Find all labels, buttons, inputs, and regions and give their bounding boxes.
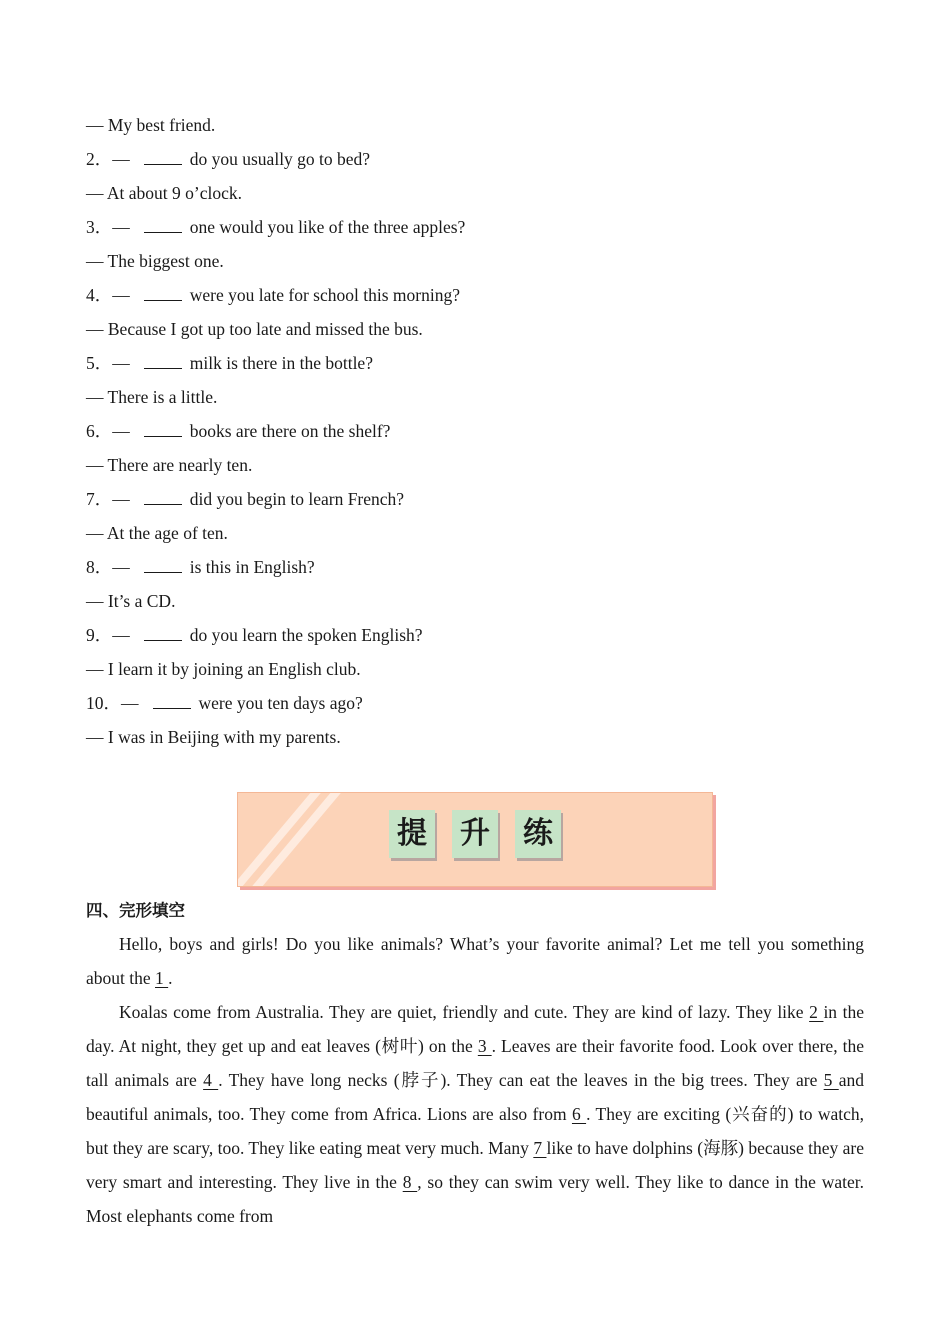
answer-line: — It’s a CD. [86,591,176,611]
question-number: 7． [86,489,113,509]
passage-paragraph [86,995,864,1233]
qa-list [86,108,864,754]
passage-text: . They are exciting (兴奋的) to watch, but they are scary, too. They like eating meat very much. Many [86,1104,864,1158]
banner-char: 提 [389,810,435,858]
answer-blank[interactable] [144,146,182,165]
cloze-passage [86,927,864,1233]
question-text: were you ten days ago? [198,693,363,713]
dash: — [121,693,139,713]
question-line [86,210,864,244]
question-number: 5． [86,353,113,373]
banner-char: 升 [452,810,498,858]
answer-blank[interactable] [144,554,182,573]
question-line [86,686,864,720]
answer-line: — There are nearly ten. [86,455,253,475]
question-number: 2． [86,149,113,169]
passage-text: . [168,968,173,988]
answer-blank[interactable] [144,486,182,505]
answer-blank[interactable] [144,282,182,301]
answer-blank[interactable] [144,214,182,233]
answer-line: — I was in Beijing with my parents. [86,727,341,747]
question-line [86,618,864,652]
answer-line: — There is a little. [86,387,218,407]
question-text: do you usually go to bed? [189,149,371,169]
question-text: milk is there in the bottle? [189,353,373,373]
question-number: 10． [86,693,121,713]
question-line [86,346,864,380]
question-line [86,482,864,516]
question-number: 8． [86,557,113,577]
section-banner [237,792,713,887]
cloze-gap[interactable]: 2 [809,1002,824,1022]
dash: — [112,421,130,441]
cloze-gap[interactable]: 6 [571,1104,587,1124]
question-number: 6． [86,421,113,441]
dash: — [112,149,130,169]
answer-blank[interactable] [144,622,182,641]
dash: — [112,353,130,373]
answer-line: — At about 9 o’clock. [86,183,243,203]
question-line [86,550,864,584]
passage-text: in the day. At night, they get up and eat leaves (树叶) on the [86,1002,864,1056]
answer-line: — Because I got up too late and missed the bus. [86,319,423,339]
answer-line: — My best friend. [86,115,216,135]
question-text: do you learn the spoken English? [189,625,423,645]
question-number: 9． [86,625,113,645]
question-text: books are there on the shelf? [189,421,391,441]
dash: — [112,625,130,645]
cloze-gap[interactable]: 3 [477,1036,492,1056]
question-number: 3． [86,217,113,237]
answer-blank[interactable] [144,418,182,437]
cloze-gap[interactable]: 7 [533,1138,547,1158]
passage-text: and beautiful animals, too. They come from Africa. Lions are also from [86,1070,865,1124]
passage-text: Koalas come from Australia. They are quiet, friendly and cute. They are kind of lazy. They like [119,1002,810,1022]
passage-text: like to have dolphins (海豚) because they are very smart and interesting. They live in the [86,1138,865,1192]
passage-paragraph [86,927,864,995]
passage-text: . They have long necks (脖子). They can eat the leaves in the big trees. They are [218,1070,824,1090]
question-line [86,278,864,312]
question-text: one would you like of the three apples? [189,217,466,237]
dash: — [112,489,130,509]
answer-blank[interactable] [144,350,182,369]
question-text: did you begin to learn French? [189,489,405,509]
dash: — [112,285,130,305]
cloze-gap[interactable]: 1 [155,968,169,988]
cloze-gap[interactable]: 5 [823,1070,839,1090]
banner-char: 练 [515,810,561,858]
question-line [86,414,864,448]
question-number: 4． [86,285,113,305]
dash: — [112,217,130,237]
answer-line: — At the age of ten. [86,523,228,543]
passage-text: , so they can swim very well. They like to dance in the water. Most elephants come from [86,1172,864,1226]
cloze-gap[interactable]: 4 [203,1070,219,1090]
dash: — [112,557,130,577]
answer-blank[interactable] [153,690,191,709]
question-text: is this in English? [189,557,315,577]
section-title: 四、完形填空 [86,901,185,920]
question-line [86,142,864,176]
answer-line: — I learn it by joining an English club. [86,659,361,679]
question-text: were you late for school this morning? [189,285,460,305]
passage-text: . Leaves are their favorite food. Look over there, the tall animals are [86,1036,864,1090]
passage-text: Hello, boys and girls! Do you like animals? What’s your favorite animal? Let me tell you something about the [86,934,864,988]
answer-line: — The biggest one. [86,251,224,271]
cloze-gap[interactable]: 8 [402,1172,418,1192]
